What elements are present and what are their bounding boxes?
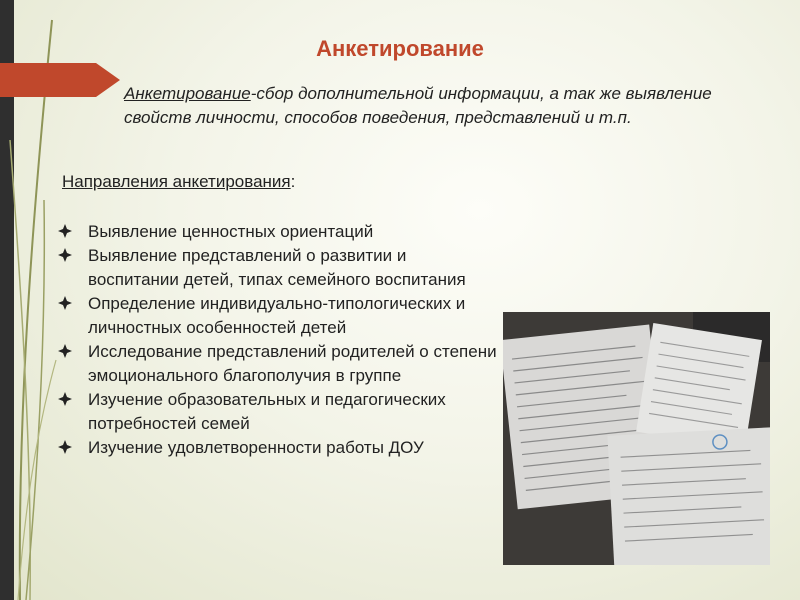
definition-term: Анкетирование <box>124 84 251 103</box>
list-item <box>58 244 498 292</box>
title-accent-tab <box>0 63 120 97</box>
list-item-text: Исследование представлений родителей о степени эмоционального благополучия в группе <box>88 342 497 385</box>
definition-text <box>124 82 764 130</box>
subheading-colon: : <box>290 172 296 191</box>
diamond-bullet-icon <box>58 296 72 310</box>
list-item-text: Изучение образовательных и педагогических потребностей семей <box>88 390 446 433</box>
definition-body: -сбор дополнительной информации, а так же выявление свойств личности, способов поведения, представлений и т.п. <box>124 84 712 127</box>
list-item <box>58 340 498 388</box>
list-item <box>58 436 498 460</box>
diamond-bullet-icon <box>58 224 72 238</box>
subheading-text: Направления анкетирования <box>62 172 291 191</box>
diamond-bullet-icon <box>58 440 72 454</box>
list-item-text: Изучение удовлетворенности работы ДОУ <box>88 438 424 457</box>
questionnaire-papers-photo <box>503 312 770 565</box>
list-item-text: Выявление представлений о развитии и воспитании детей, типах семейного воспитания <box>88 246 466 289</box>
slide-title: Анкетирование <box>316 36 484 61</box>
list-item <box>58 292 498 340</box>
list-item-text: Определение индивидуально-типологических и личностных особенностей детей <box>88 294 466 337</box>
diamond-bullet-icon <box>58 248 72 262</box>
diamond-bullet-icon <box>58 392 72 406</box>
directions-list <box>58 220 498 460</box>
diamond-bullet-icon <box>58 344 72 358</box>
list-item <box>58 220 498 244</box>
list-item-text: Выявление ценностных ориентаций <box>88 222 374 241</box>
list-item <box>58 388 498 436</box>
subheading <box>62 172 295 192</box>
